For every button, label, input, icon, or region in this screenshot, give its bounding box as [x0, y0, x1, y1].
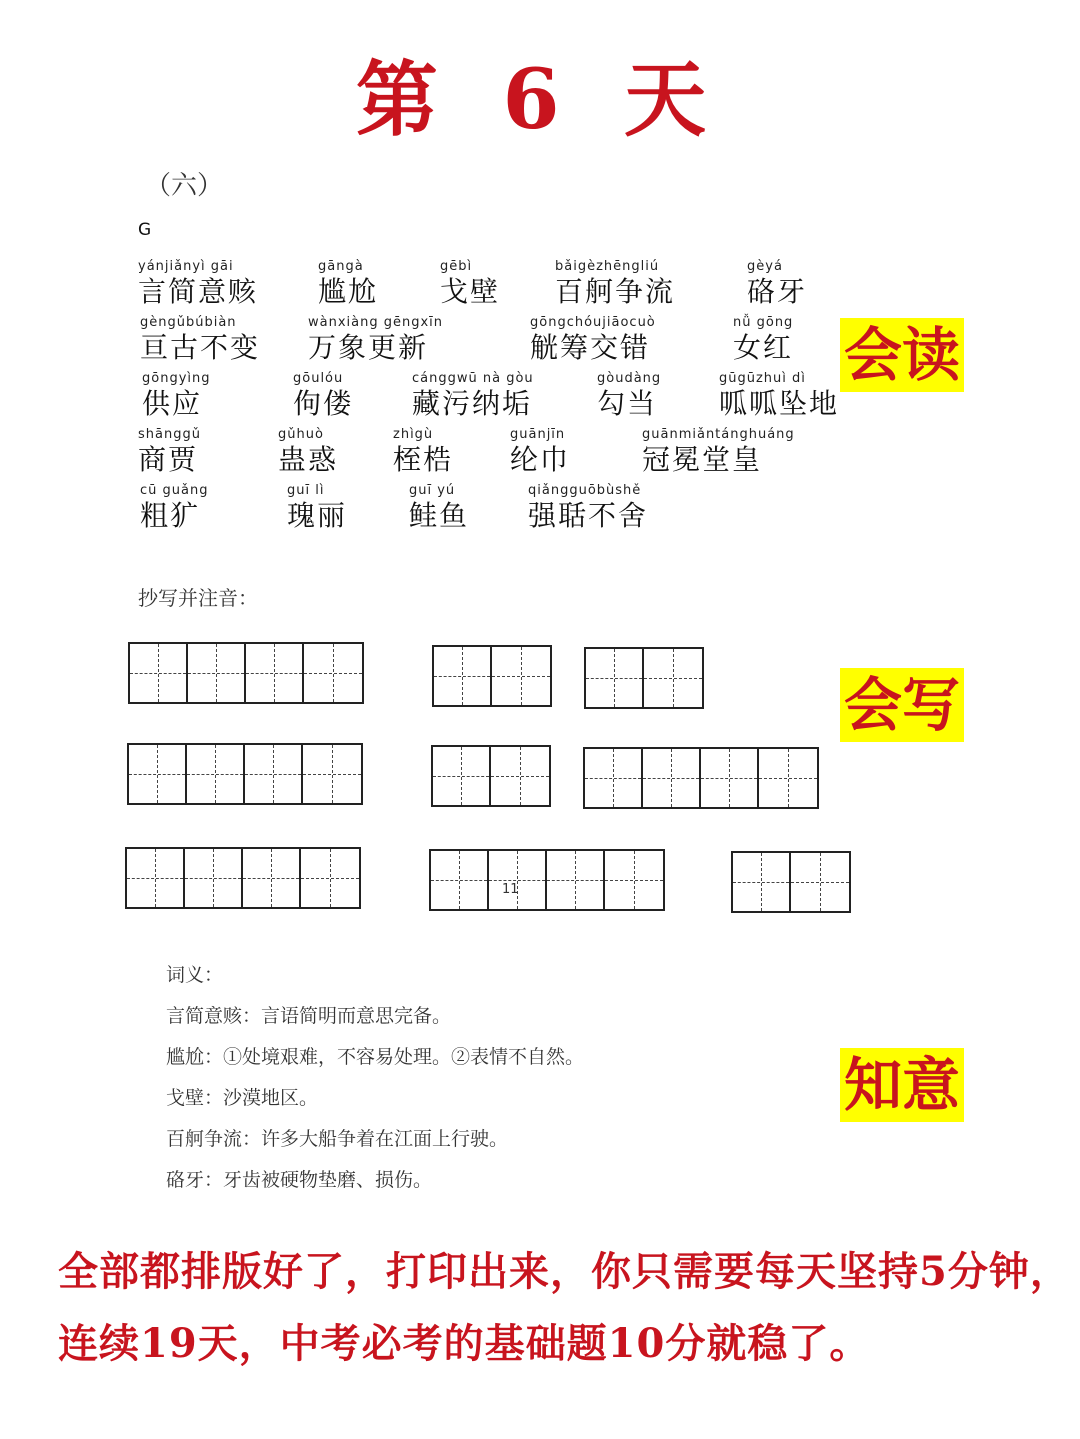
writing-grid[interactable]	[128, 642, 364, 704]
word-item: shānggǔ 商贾	[138, 427, 201, 476]
definition-item: 戈壁：沙漠地区。	[166, 1087, 319, 1109]
word-item: gōulóu 佝偻	[293, 371, 354, 420]
word-item: guī yú 鲑鱼	[409, 483, 470, 532]
word-item: qiǎngguōbùshě 强聒不舍	[528, 483, 649, 532]
copy-label: 抄写并注音：	[138, 586, 258, 610]
word-item: gǔhuò 蛊惑	[278, 427, 339, 476]
writing-grid[interactable]	[125, 847, 361, 909]
word-item: cánggwū nà gòu 藏污纳垢	[412, 371, 534, 420]
word-item: cū guǎng 粗犷	[140, 483, 209, 532]
definition-item: 硌牙：牙齿被硬物垫磨、损伤。	[166, 1169, 433, 1191]
writing-grid[interactable]	[431, 745, 551, 807]
word-item: bǎigèzhēngliú 百舸争流	[555, 259, 676, 308]
word-item: gòudàng 勾当	[597, 371, 662, 420]
word-item: gèyá 硌牙	[747, 259, 808, 308]
definitions-heading: 词义：	[166, 964, 224, 986]
definition-item: 言简意赅：言语简明而意思完备。	[166, 1005, 452, 1027]
writing-grid[interactable]	[731, 851, 851, 913]
word-item: guānmiǎntánghuáng 冠冕堂皇	[642, 427, 795, 476]
writing-grid[interactable]	[432, 645, 552, 707]
word-item: gāngà 尴尬	[318, 259, 379, 308]
footer-line-2: 连续19天，中考必考的基础题10分就稳了。	[58, 1320, 871, 1367]
writing-grid[interactable]	[429, 849, 665, 911]
word-item: gūgūzhuì dì 呱呱坠地	[719, 371, 840, 420]
word-item: gōngchóujiāocuò 觥筹交错	[530, 315, 656, 364]
writing-grid[interactable]	[583, 747, 819, 809]
word-item: guī lì 瑰丽	[287, 483, 348, 532]
section-number: （六）	[145, 171, 224, 201]
definition-item: 尴尬：①处境艰难，不容易处理。②表情不自然。	[166, 1046, 585, 1068]
word-item: nǚ gōng 女红	[733, 315, 794, 364]
tag-write: 会写	[840, 668, 964, 742]
pinyin-initial-letter: G	[138, 220, 152, 240]
writing-grid[interactable]	[127, 743, 363, 805]
tag-read: 会读	[840, 318, 964, 392]
word-item: gèngǔbúbiàn 亘古不变	[140, 315, 261, 364]
word-item: gēbì 戈壁	[440, 259, 501, 308]
writing-grid[interactable]	[584, 647, 704, 709]
word-item: gōngyìng 供应	[142, 371, 211, 420]
page-title: 第 6 天	[355, 52, 725, 148]
word-item: zhìgù 桎梏	[393, 427, 454, 476]
page-number: 11	[502, 882, 519, 897]
footer-line-1: 全部都排版好了，打印出来，你只需要每天坚持5分钟，	[58, 1248, 1071, 1295]
tag-meaning: 知意	[840, 1048, 964, 1122]
word-item: guānjīn 纶巾	[510, 427, 571, 476]
word-item: wànxiàng gēngxīn 万象更新	[308, 315, 444, 364]
definition-item: 百舸争流：许多大船争着在江面上行驶。	[166, 1128, 509, 1150]
word-item: yánjiǎnyì gāi 言简意赅	[138, 259, 259, 308]
